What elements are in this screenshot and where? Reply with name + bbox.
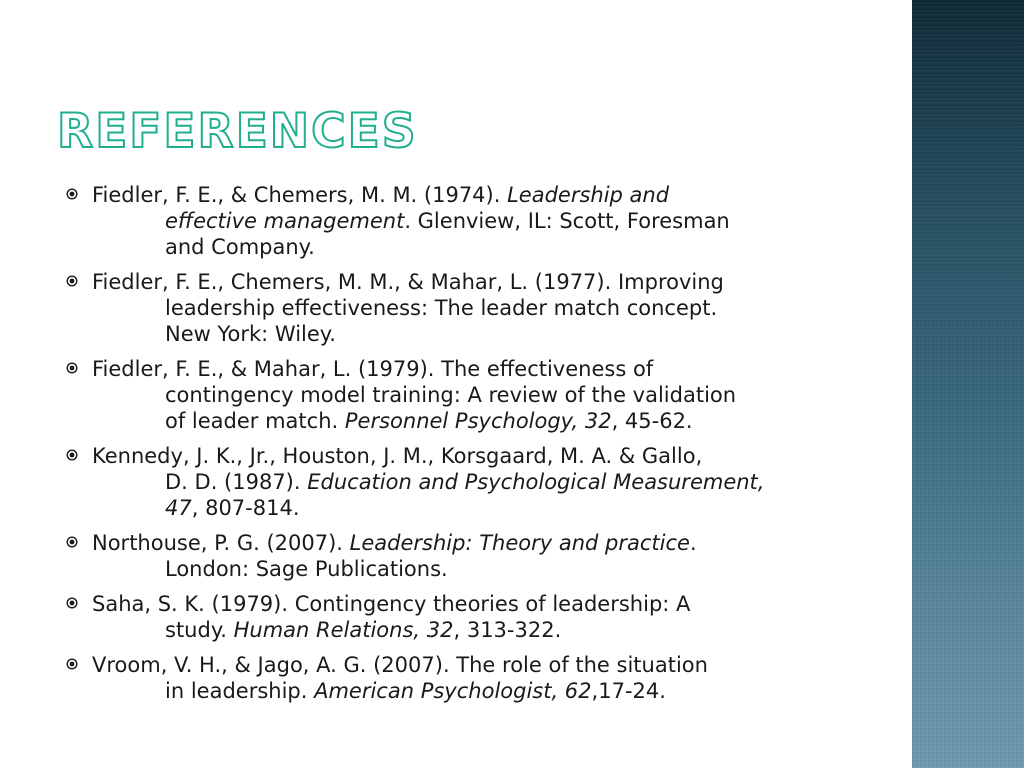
reference-text-segment: Saha, S. K. (1979). Contingency theories of leadership: A: [92, 592, 691, 616]
reference-text-segment: of leader match.: [165, 409, 345, 433]
reference-text-segment: and Company.: [165, 235, 315, 259]
target-bullet-icon: [66, 275, 78, 287]
reference-line: [92, 617, 862, 643]
reference-italic-segment: 47: [165, 496, 192, 520]
reference-line: [92, 234, 862, 260]
reference-text-segment: . Glenview, IL: Scott, Foresman: [404, 209, 730, 233]
reference-text-segment: Vroom, V. H., & Jago, A. G. (2007). The role of the situation: [92, 653, 708, 677]
reference-italic-segment: Leadership: Theory and practice: [349, 531, 690, 555]
reference-line: [92, 591, 862, 617]
reference-item: [62, 182, 862, 260]
reference-text-segment: D. D. (1987).: [165, 470, 308, 494]
reference-text-segment: study.: [165, 618, 234, 642]
reference-item: [62, 530, 862, 582]
reference-line: [92, 408, 862, 434]
reference-italic-segment: Human Relations, 32: [233, 618, 454, 642]
reference-item: [62, 652, 862, 704]
reference-line: [92, 530, 862, 556]
reference-line: [92, 382, 862, 408]
reference-text-segment: ,17-24.: [591, 679, 666, 703]
target-bullet-icon: [66, 449, 78, 461]
reference-line: [92, 182, 862, 208]
reference-line: [92, 556, 862, 582]
target-bullet-icon: [66, 597, 78, 609]
slide-title: REFERENCES: [57, 104, 418, 159]
reference-text-segment: New York: Wiley.: [165, 322, 336, 346]
reference-line: [92, 321, 862, 347]
reference-line: [92, 495, 862, 521]
reference-italic-segment: Leadership and: [507, 183, 670, 207]
reference-text-segment: Fiedler, F. E., Chemers, M. M., & Mahar, L. (1977). Improving: [92, 270, 724, 294]
decorative-side-panel: [912, 0, 1024, 768]
reference-italic-segment: Education and Psychological Measurement,: [307, 470, 765, 494]
target-bullet-icon: [66, 188, 78, 200]
reference-line: [92, 356, 862, 382]
reference-text-segment: Kennedy, J. K., Jr., Houston, J. M., Korsgaard, M. A. & Gallo,: [92, 444, 703, 468]
target-bullet-icon: [66, 658, 78, 670]
reference-text-segment: , 45-62.: [611, 409, 693, 433]
reference-text-segment: leadership effectiveness: The leader match concept.: [165, 296, 718, 320]
reference-text-segment: in leadership.: [165, 679, 315, 703]
reference-italic-segment: Personnel Psychology, 32: [344, 409, 612, 433]
reference-text-segment: London: Sage Publications.: [165, 557, 448, 581]
reference-list: [62, 182, 862, 713]
reference-line: [92, 443, 862, 469]
reference-text-segment: contingency model training: A review of the validation: [165, 383, 737, 407]
reference-line: [92, 208, 862, 234]
reference-italic-segment: American Psychologist, 62: [314, 679, 592, 703]
reference-item: [62, 443, 862, 521]
reference-line: [92, 678, 862, 704]
reference-item: [62, 269, 862, 347]
reference-text-segment: Fiedler, F. E., & Mahar, L. (1979). The effectiveness of: [92, 357, 654, 381]
reference-line: [92, 295, 862, 321]
reference-text-segment: , 807-814.: [191, 496, 300, 520]
reference-italic-segment: effective management: [165, 209, 405, 233]
reference-line: [92, 269, 862, 295]
reference-line: [92, 652, 862, 678]
reference-text-segment: .: [689, 531, 697, 555]
target-bullet-icon: [66, 362, 78, 374]
reference-line: [92, 469, 862, 495]
reference-text-segment: Fiedler, F. E., & Chemers, M. M. (1974).: [92, 183, 508, 207]
reference-text-segment: Northouse, P. G. (2007).: [92, 531, 350, 555]
target-bullet-icon: [66, 536, 78, 548]
reference-item: [62, 591, 862, 643]
reference-item: [62, 356, 862, 434]
reference-text-segment: , 313-322.: [453, 618, 562, 642]
